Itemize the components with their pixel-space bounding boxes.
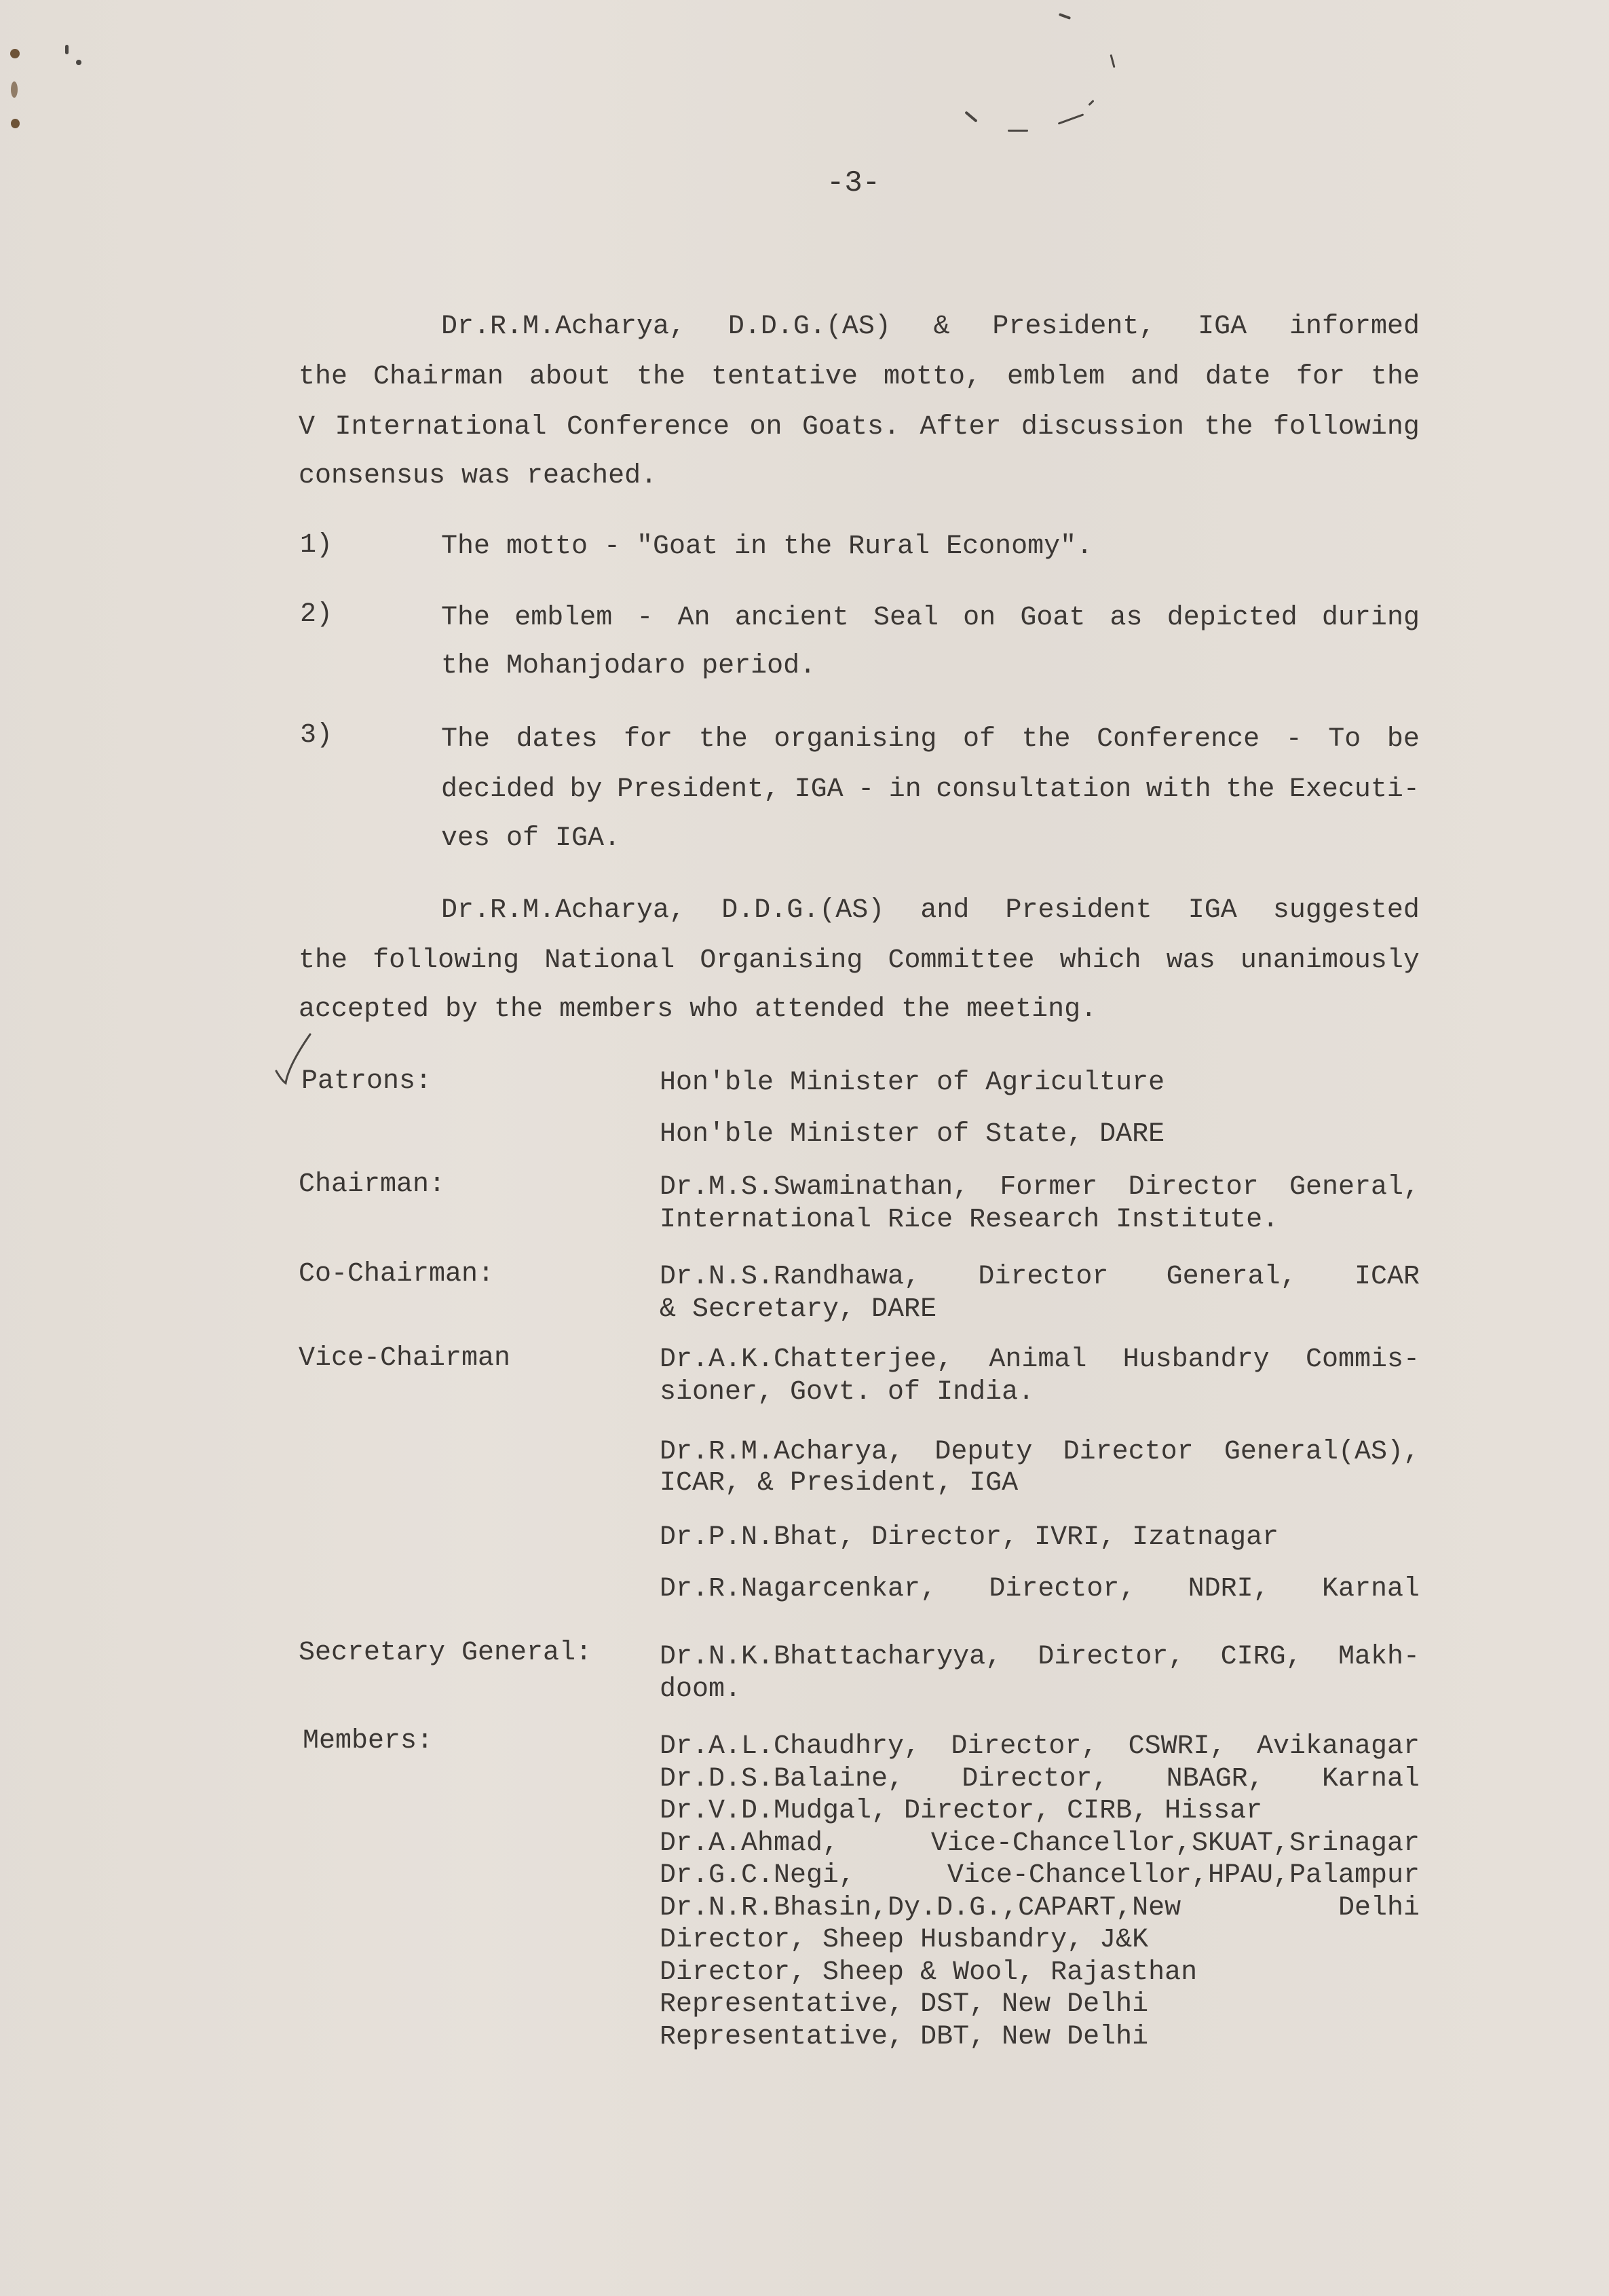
word: NDRI, (1188, 1574, 1270, 1604)
word: Goats. (801, 412, 900, 443)
word: CSWRI, (1128, 1731, 1226, 1762)
word: ancient (734, 603, 849, 633)
word: organising (774, 724, 937, 755)
word: the (1204, 412, 1253, 443)
word: Director (1128, 1172, 1259, 1203)
word: Director, (962, 1763, 1109, 1794)
word: was (1166, 945, 1215, 976)
item-text (441, 774, 1420, 806)
word: Executi- (1289, 774, 1420, 805)
word: To (1328, 724, 1361, 755)
role-holder (660, 1344, 1420, 1376)
word: - (1285, 724, 1302, 755)
role-holder: International Rice Research Institute. (660, 1205, 1279, 1235)
word: the (636, 362, 685, 392)
word: Dr.R.M.Acharya, (441, 312, 686, 342)
word: An (677, 603, 711, 633)
word: as (1110, 603, 1143, 633)
word: Dr.G.C.Negi, (660, 1860, 856, 1891)
member-entry (660, 1763, 1420, 1796)
word: Delhi (1338, 1892, 1420, 1923)
word: President, (617, 774, 780, 805)
member-entry: Dr.V.D.Mudgal, Director, CIRB, Hissar (660, 1796, 1263, 1826)
stray-ink-mark (1059, 13, 1071, 20)
word: IGA (1188, 895, 1237, 926)
word: The (441, 603, 491, 633)
stray-ink-mark (65, 45, 69, 54)
stray-ink-mark (1008, 130, 1028, 132)
word: Dr.M.S.Swaminathan, (660, 1172, 970, 1203)
role-holder: ICAR, & President, IGA (660, 1468, 1019, 1499)
member-entry (660, 1892, 1420, 1925)
role-holder: doom. (660, 1674, 742, 1705)
word: Dr.A.L.Chaudhry, (660, 1731, 921, 1762)
word: Karnal (1321, 1574, 1420, 1604)
member-entry: Director, Sheep & Wool, Rajasthan (660, 1957, 1198, 1988)
word: Director, (989, 1574, 1136, 1604)
word: for (1295, 362, 1345, 392)
role-holder: sioner, Govt. of India. (660, 1377, 1035, 1408)
word: Dr.N.S.Randhawa, (660, 1262, 921, 1292)
word: following (1272, 412, 1420, 443)
word: during (1321, 603, 1420, 633)
word: Karnal (1321, 1763, 1420, 1794)
word: Deputy (934, 1437, 1033, 1467)
word: in (888, 774, 922, 805)
member-entry (660, 1828, 1420, 1860)
word: tentative (711, 362, 858, 392)
punch-hole-mark (10, 49, 20, 58)
stray-ink-mark (1088, 100, 1094, 106)
word: - (858, 774, 875, 805)
word: Committee (888, 945, 1035, 976)
word: with (1146, 774, 1211, 805)
word: and (1130, 362, 1179, 392)
word: & (933, 312, 950, 342)
word: Former (1000, 1172, 1098, 1203)
role-holder (660, 1573, 1420, 1606)
paragraph-line (441, 895, 1420, 927)
punch-hole-mark (11, 119, 20, 128)
word: be (1386, 724, 1420, 755)
word: D.D.G.(AS) (721, 895, 885, 926)
word: Organising (700, 945, 863, 976)
word: the (299, 362, 348, 392)
word: consultation (936, 774, 1132, 805)
word: by (569, 774, 603, 805)
word: Dr.N.R.Bhasin,Dy.D.G.,CAPART,New (660, 1892, 1181, 1923)
member-entry: Representative, DST, New Delhi (660, 1989, 1149, 2020)
role-holder: Dr.P.N.Bhat, Director, IVRI, Izatnagar (660, 1522, 1279, 1553)
word: for (624, 724, 673, 755)
word: General(AS), (1224, 1437, 1420, 1467)
paragraph-line (299, 411, 1420, 444)
word: IGA (794, 774, 844, 805)
word: CIRG, (1220, 1642, 1302, 1672)
stray-ink-mark (1058, 113, 1084, 124)
role-holder (660, 1171, 1420, 1204)
word: Dr.R.Nagarcenkar, (660, 1574, 937, 1604)
word: motto, (883, 362, 982, 392)
role-holder (660, 1261, 1420, 1294)
word: Director (1063, 1437, 1194, 1467)
word: Conference (1097, 724, 1260, 755)
word: the (1021, 724, 1071, 755)
word: Avikanagar (1256, 1731, 1420, 1762)
paragraph-line: accepted by the members who attended the meeting. (299, 994, 1097, 1025)
role-label: Patrons: (301, 1066, 432, 1097)
word: informed (1289, 312, 1420, 342)
paragraph-line: consensus was reached. (299, 461, 658, 491)
role-holder (660, 1641, 1420, 1674)
word: The (441, 724, 491, 755)
word: Dr.N.K.Bhattacharyya, (660, 1642, 1002, 1672)
word: Conference (566, 412, 730, 443)
word: Dr.D.S.Balaine, (660, 1763, 905, 1794)
role-holder: & Secretary, DARE (660, 1294, 937, 1325)
word: Chairman (373, 362, 504, 392)
word: NBAGR, (1166, 1763, 1264, 1794)
stray-ink-mark (76, 60, 81, 65)
stray-ink-mark (964, 111, 977, 122)
word: the (1226, 774, 1275, 805)
word: Vice-Chancellor,SKUAT,Srinagar (930, 1828, 1420, 1859)
word: Husbandry (1122, 1344, 1270, 1375)
word: President (1005, 895, 1152, 926)
word: of (962, 724, 996, 755)
word: Dr.R.M.Acharya, (441, 895, 686, 926)
word: General, (1289, 1172, 1420, 1203)
word: the (1370, 362, 1420, 392)
word: IGA (1198, 312, 1247, 342)
word: D.D.G.(AS) (727, 312, 891, 342)
word: on (963, 603, 996, 633)
word: Director, (951, 1731, 1098, 1762)
word: emblem (1006, 362, 1105, 392)
punch-hole-mark (11, 81, 18, 98)
member-entry (660, 1731, 1420, 1763)
word: dates (516, 724, 598, 755)
role-holder (660, 1436, 1420, 1469)
word: discussion (1021, 412, 1184, 443)
word: ICAR (1354, 1262, 1420, 1292)
word: Vice-Chancellor,HPAU,Palampur (947, 1860, 1420, 1891)
item-text (441, 723, 1420, 756)
word: following (373, 945, 520, 976)
word: unanimously (1240, 945, 1420, 976)
role-label: Co-Chairman: (299, 1259, 495, 1290)
item-number: 1) (300, 530, 333, 561)
word: National (544, 945, 675, 976)
word: the (299, 945, 348, 976)
item-number: 3) (300, 720, 333, 751)
role-holder: Hon'ble Minister of Agriculture (660, 1068, 1165, 1098)
word: Dr.A.Ahmad, (660, 1828, 839, 1859)
word: International (335, 412, 547, 443)
word: Director (978, 1262, 1109, 1292)
word: about (529, 362, 611, 392)
item-text: ves of IGA. (441, 823, 621, 854)
paragraph-line (299, 361, 1420, 394)
paragraph-line (299, 945, 1420, 977)
word: President, (992, 312, 1156, 342)
word: Director, (1038, 1642, 1185, 1672)
item-text: The motto - "Goat in the Rural Economy". (441, 531, 1093, 562)
item-number: 2) (300, 599, 333, 630)
word: which (1059, 945, 1141, 976)
word: - (637, 603, 654, 633)
member-entry (660, 1860, 1420, 1892)
item-text: the Mohanjodaro period. (441, 651, 816, 681)
word: Dr.R.M.Acharya, (660, 1437, 905, 1467)
word: General, (1166, 1262, 1297, 1292)
word: Dr.A.K.Chatterjee, (660, 1344, 953, 1375)
stray-ink-mark (1110, 54, 1115, 68)
role-label: Members: (303, 1726, 434, 1756)
paragraph-line (441, 311, 1420, 343)
word: Seal (873, 603, 939, 633)
word: After (920, 412, 1002, 443)
member-entry: Director, Sheep Husbandry, J&K (660, 1925, 1149, 1955)
word: and (920, 895, 970, 926)
word: the (698, 724, 748, 755)
word: Commis- (1305, 1344, 1420, 1375)
role-label: Secretary General: (299, 1638, 592, 1668)
member-entry: Representative, DBT, New Delhi (660, 2021, 1149, 2052)
role-label: Vice-Chairman (299, 1343, 511, 1374)
page-number: -3- (827, 166, 881, 200)
word: on (749, 412, 782, 443)
word: Makh- (1338, 1642, 1420, 1672)
word: Goat (1020, 603, 1086, 633)
word: decided (441, 774, 556, 805)
item-text (441, 602, 1420, 635)
role-holder: Hon'ble Minister of State, DARE (660, 1119, 1165, 1150)
word: date (1205, 362, 1270, 392)
word: emblem (514, 603, 613, 633)
word: depicted (1167, 603, 1298, 633)
word: suggested (1272, 895, 1420, 926)
role-label: Chairman: (299, 1169, 446, 1200)
word: V (299, 412, 316, 443)
word: Animal (989, 1344, 1087, 1375)
